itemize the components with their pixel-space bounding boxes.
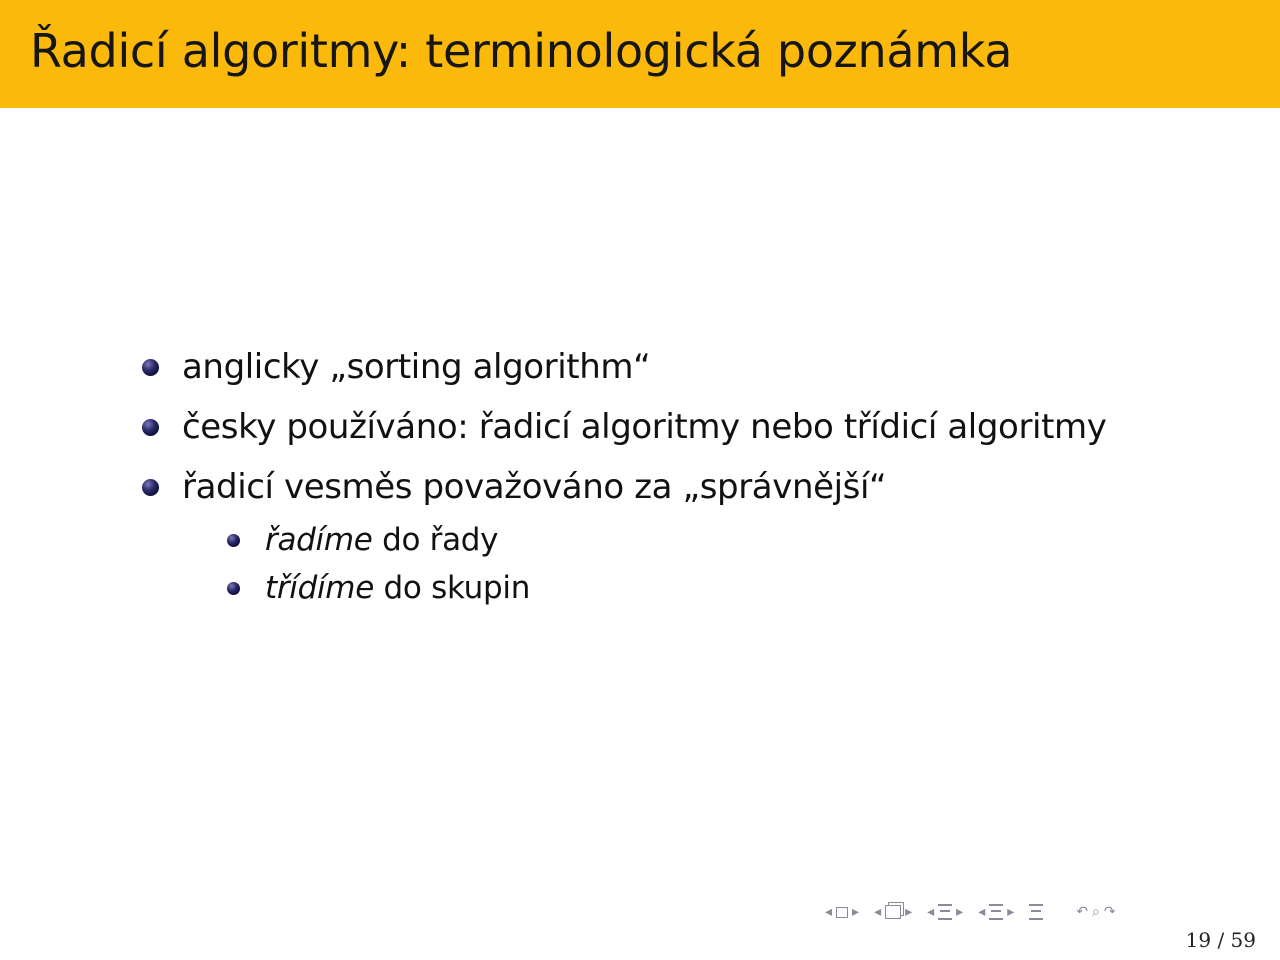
sub-bullet-text: do skupin bbox=[373, 570, 531, 606]
bullet-icon bbox=[142, 419, 159, 436]
bullet-text: řadicí vesměs považováno za „správnější“ bbox=[182, 467, 887, 507]
list-item bbox=[140, 344, 1240, 390]
bullet-icon bbox=[142, 359, 159, 376]
sub-bullet-icon bbox=[227, 534, 240, 547]
arrow-left-icon[interactable]: ◂ bbox=[978, 904, 986, 920]
slide-content bbox=[140, 344, 1240, 614]
slide-title: Řadicí algoritmy: terminologická poznámka bbox=[30, 24, 1013, 78]
frames-icon[interactable] bbox=[885, 905, 901, 919]
sub-bullet-icon bbox=[227, 582, 240, 595]
bullet-icon bbox=[142, 479, 159, 496]
page-number: 19 / 59 bbox=[1185, 928, 1256, 952]
arrow-right-icon[interactable]: ▸ bbox=[956, 904, 964, 920]
arrow-right-icon[interactable]: ▸ bbox=[852, 904, 860, 920]
bullet-text: anglicky „sorting algorithm“ bbox=[182, 347, 651, 387]
sub-bullet-emphasis: třídíme bbox=[265, 570, 374, 606]
arrow-right-icon[interactable]: ▸ bbox=[1007, 904, 1015, 920]
title-bar bbox=[0, 0, 1280, 108]
undo-icon[interactable]: ↶ bbox=[1076, 904, 1088, 920]
list-item bbox=[140, 404, 1240, 450]
arrow-left-icon[interactable]: ◂ bbox=[927, 904, 935, 920]
beamer-navigation bbox=[825, 900, 1126, 924]
arrow-left-icon[interactable]: ◂ bbox=[874, 904, 882, 920]
redo-icon[interactable]: ↷ bbox=[1103, 904, 1116, 920]
sub-list bbox=[140, 518, 1240, 610]
sub-bullet-emphasis: řadíme bbox=[265, 522, 373, 558]
bullet-text: česky používáno: řadicí algoritmy nebo třídicí algoritmy bbox=[182, 407, 1107, 447]
frame-icon[interactable] bbox=[836, 907, 848, 918]
sub-list-item bbox=[265, 566, 1240, 610]
list-item bbox=[140, 464, 1240, 510]
section-icon[interactable] bbox=[989, 904, 1003, 920]
subsection-icon[interactable] bbox=[938, 904, 952, 920]
arrow-left-icon[interactable]: ◂ bbox=[825, 904, 833, 920]
sub-bullet-text: do řady bbox=[372, 522, 499, 558]
arrow-right-icon[interactable]: ▸ bbox=[905, 904, 913, 920]
document-icon[interactable] bbox=[1029, 904, 1043, 920]
sub-list-item bbox=[265, 518, 1240, 562]
search-icon[interactable]: ⌕ bbox=[1091, 904, 1100, 920]
